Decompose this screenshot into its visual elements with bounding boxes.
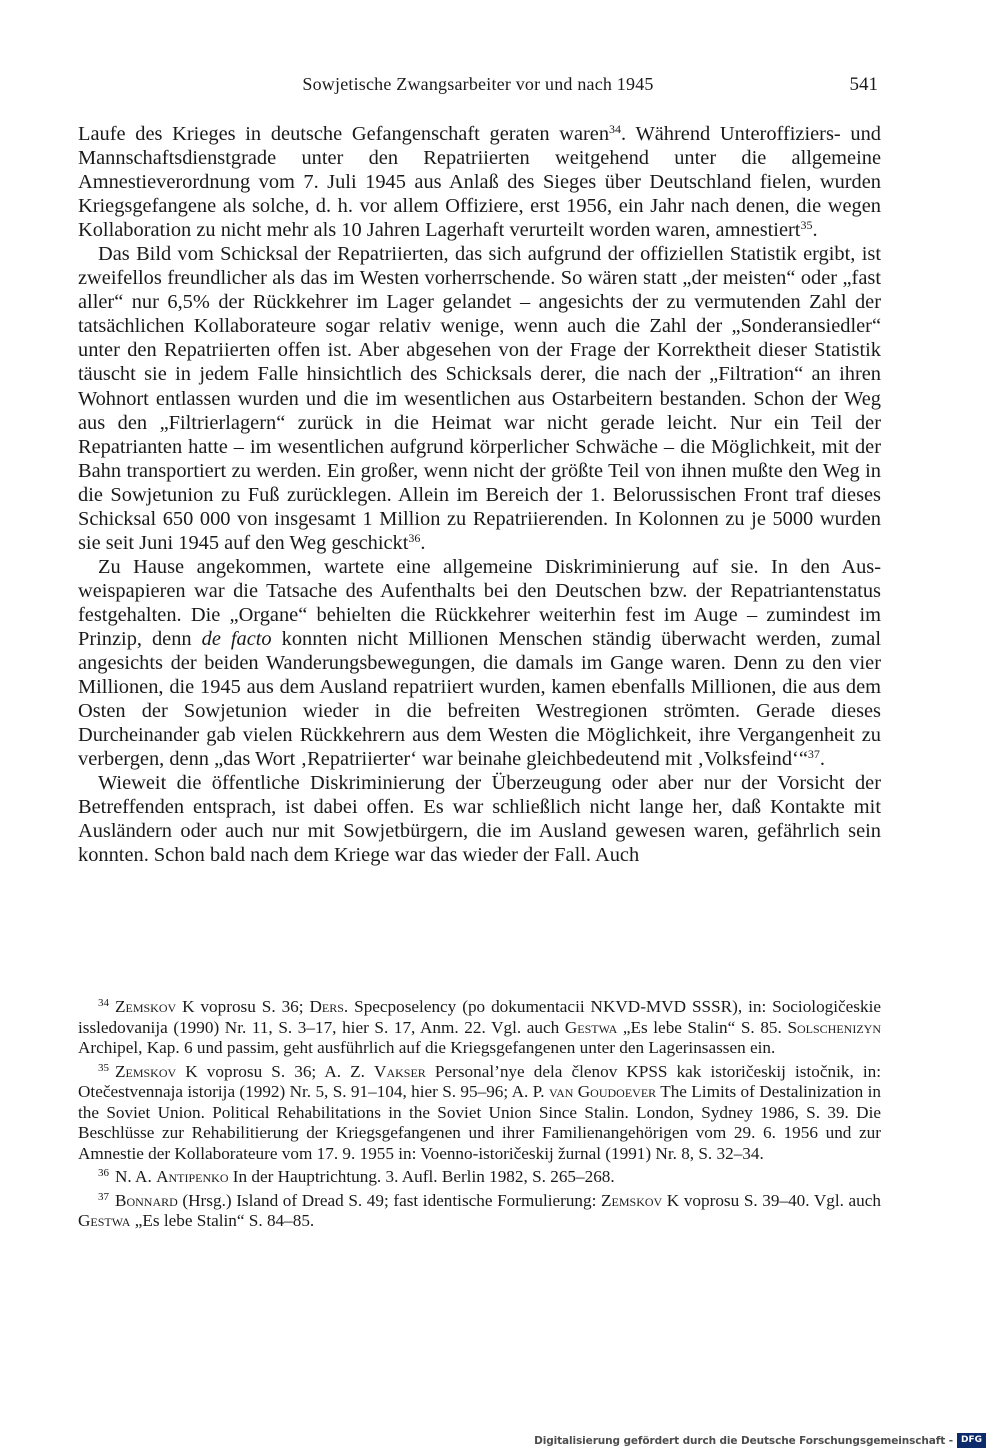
paragraph	[78, 242, 881, 555]
text-run: (Hrsg.) Island of Dread S. 49; fast identische Formulierung:	[177, 1190, 602, 1210]
funding-notice-text: Digitalisierung gefördert durch die Deutsche Forschungsgemeinschaft -	[534, 1434, 953, 1447]
text-run: .	[819, 748, 825, 771]
running-head	[78, 74, 878, 104]
footnote-number: 36	[98, 1167, 109, 1179]
funding-notice	[534, 1433, 986, 1448]
text-run: .	[812, 219, 818, 242]
text-run: Laufe des Krieges in deutsche Gefangenschaft geraten waren	[78, 123, 610, 145]
dfg-logo: DFG	[957, 1433, 986, 1448]
text-run: N. A.	[115, 1167, 157, 1186]
footnote-reference: 35	[800, 218, 813, 233]
footnote	[78, 1062, 881, 1165]
body-text	[78, 122, 881, 867]
footnote-number: 34	[98, 997, 109, 1009]
footnote-number: 35	[98, 1061, 109, 1074]
author-name: Ders.	[309, 997, 349, 1016]
text-run: Personal’nye dela členov KPSS kak istoričeskij istočnik, in: Otečestvennaja istorija (1992) Nr. 5, S. 91–104, hier S. 95–96; A. P.	[78, 1061, 881, 1101]
paragraph	[78, 555, 881, 771]
author-name: Gestwa	[564, 1017, 618, 1037]
running-title: Sowjetische Zwangsarbeiter vor und nach 1945	[302, 74, 654, 94]
footnote-reference: 37	[807, 747, 820, 762]
text-run: Archipel, Kap. 6 und passim, geht ausführlich auf die Kriegsgefangenen unter den Lagerinsassen ein.	[78, 1038, 776, 1057]
paragraph	[78, 771, 881, 867]
author-name: Zemskov	[115, 1061, 177, 1081]
text-run: „Es lebe Stalin“ S. 85.	[617, 1017, 788, 1037]
footnote-number: 37	[98, 1190, 109, 1203]
footnote-reference: 36	[408, 530, 421, 545]
author-name: Gestwa	[78, 1211, 131, 1230]
author-name: Zemskov	[601, 1190, 663, 1210]
text-run: The Limits of Destalinization in the Soviet Union. Political Rehabilitations in the Soviet Union Since Stalin. London, Sydney 1986, S. 39. Die Beschlüsse zur Rehabilitierung der Kriegsgefangenen und ihrer Familienangehörigen vom 29. 6. 1956 und zur Amnestie der Kollaborateure vom 17. 9. 1955 in: Voenno-istoričeskij žurnal (1991) Nr. 8, S. 32–34.	[78, 1082, 881, 1163]
text-run: Zu Hause angekommen, wartete eine allgemeine Diskriminierung auf sie. In den Ausweispapieren war die Tatsache des Aufenthalts bei den Deutschen bzw. der Repatriantenstatus festgehalten. Die „Organe“ behielten die Rückkehrer weiterhin fest im Auge – zumindest im Prinzip, denn	[78, 555, 881, 650]
text-run: K voprosu S. 36;	[176, 997, 310, 1016]
footnotes	[78, 997, 881, 1235]
author-name: Zemskov	[115, 997, 177, 1016]
author-name: Antipenko	[156, 1167, 229, 1186]
footnote-reference: 34	[609, 122, 622, 136]
text-run: K voprosu S. 39–40. Vgl. auch	[662, 1190, 881, 1210]
emphasis-text: de facto	[201, 627, 272, 650]
author-name: Solschenizyn	[787, 1017, 881, 1037]
text-run: .	[420, 531, 426, 554]
text-run: In der Hauptrichtung. 3. Aufl. Berlin 1982, S. 265–268.	[228, 1167, 615, 1186]
text-run: Specposelency (po dokumentacii NKVD-MVD SSSR), in: Sociologičeskie issledovanija (1990) Nr. 11, S. 3–17, hier S. 17, Anm. 22. Vgl. auch	[78, 997, 881, 1037]
paragraph	[78, 122, 881, 242]
footnote	[78, 997, 881, 1059]
author-name: Bonnard	[115, 1190, 178, 1210]
text-run: „Es lebe Stalin“ S. 84–85.	[130, 1211, 315, 1230]
footnote	[78, 1167, 881, 1188]
author-name: Vakser	[374, 1061, 426, 1081]
text-run: Das Bild vom Schicksal der Repatriierten, das sich aufgrund der offiziellen Statistik ergibt, ist zweifellos freundlicher als das im Westen vorherrschende. So wären statt „der meisten“ oder „fast aller“ nur 6,5% der Rückkehrer im Lager gelandet – angesichts der zu vermutenden Zahl der tatsächlichen Kollaborateure sogar relativ wenige, wenn auch die Zahl der „Sonderansiedler“ unter den Repatriierten offen ist. Aber abgesehen von der Frage der Korrektheit dieser Statistik täuscht sie in jedem Falle hinsichtlich des Schicksals derer, die nach der „Filtration“ an ihren Wohnort entlassen wurden und die im wesentlichen aus Ostarbeitern bestanden. Schon der Weg aus den „Filtrierlagern“ zurück in die Heimat war nicht gerade leicht. Nur ein Teil der Repatrianten hatte – im wesentlichen aufgrund körperlicher Schwäche – die Möglichkeit, mit der Bahn transportiert zu werden. Ein großer, wenn nicht der größte Teil von ihnen mußte den Weg in die Sowjetunion zu Fuß zurücklegen. Allein im Bereich der 1. Belorussischen Front traf dieses Schicksal 650 000 von insgesamt 1 Million zu Repatriierenden. In Kolonnen zu je 5000 wurden sie seit Juni 1945 auf den Weg geschickt	[78, 243, 881, 554]
text-run: konnten nicht Millionen Menschen ständig überwacht werden, zumal angesichts der beiden Wanderungsbewegungen, die damals im Gange waren. Denn zu den vier Millionen, die 1945 aus dem Ausland repatriiert wurden, kamen ebenfalls Millionen, die aus dem Osten der Sowjetunion wieder in die befreiten Westregionen strömten. Gerade dieses Durcheinander gab vielen Rückkehrern aus dem Westen die Möglichkeit, ihre Vergangenheit zu verbergen, denn „das Wort ‚Repatriierter‘ war beinahe gleichbedeutend mit ‚Volksfeind‘“	[78, 627, 881, 771]
footnote	[78, 1191, 881, 1232]
author-name: van Goudoever	[548, 1082, 657, 1101]
text-run: K voprosu S. 36; A. Z.	[176, 1061, 375, 1081]
text-run: . Während Unteroffiziers- und Mannschaftsdienstgrade unter den Repatriierten weitgehend unter die allgemeine Amnestieverordnung vom 7. Juli 1945 aus Anlaß des Sieges über Deutschland fielen, wurden Kriegsgefangene als solche, d. h. vor allem Offiziere, erst 1956, ein Jahr nach denen, die wegen Kollaboration zu nicht mehr als 10 Jahren Lagerhaft verurteilt worden waren, amnestiert	[78, 123, 881, 242]
text-run: Wieweit die öffentliche Diskriminierung der Überzeugung oder aber nur der Vorsicht der Betreffenden entsprach, ist dabei offen. Es war schließlich nicht lange her, daß Kontakte mit Ausländern oder auch nur mit Sowjetbürgern, die im Ausland gewesen waren, gefährlich sein konnten. Schon bald nach dem Kriege war das wieder der Fall. Auch	[78, 772, 881, 867]
page-number: 541	[849, 74, 878, 95]
